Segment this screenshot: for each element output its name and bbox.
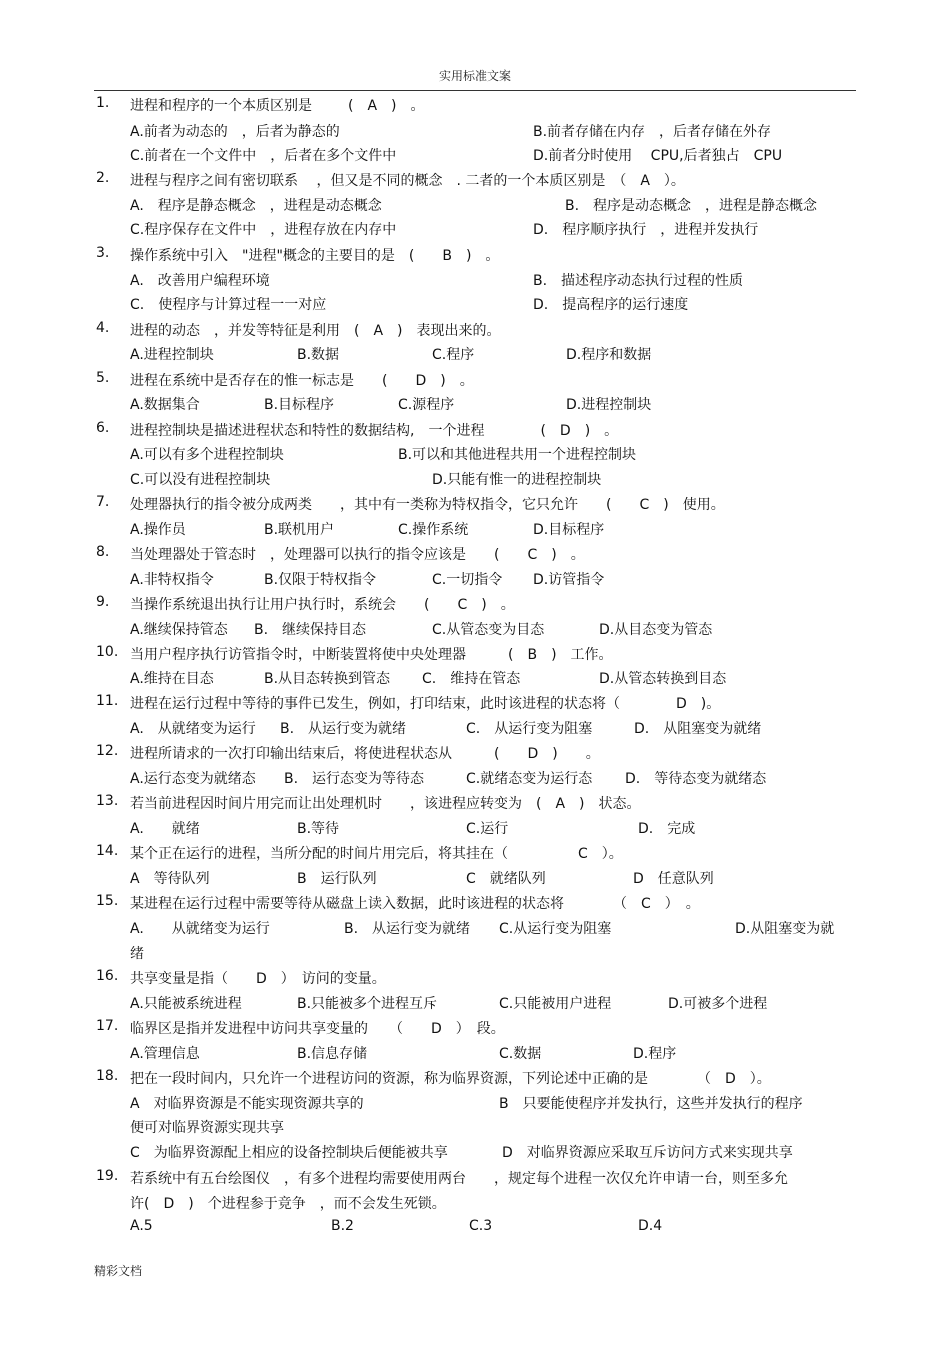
option-b: B.目标程序 xyxy=(264,397,335,413)
question-text: 进程与程序之间有密切联系 ，但又是不同的概念 . 二者的一个本质区别是 （ A ）。 xyxy=(130,173,685,189)
option-a: A.进程控制块 xyxy=(130,347,214,363)
question-17 xyxy=(0,1018,950,1042)
question-text: 若当前进程因时间片用完而让出处理机时 ，该进程应转变为 ( A ) 状态。 xyxy=(130,796,641,812)
option-b: B 运行队列 xyxy=(297,871,377,887)
option-a: A. 从就绪变为运行 xyxy=(130,921,270,937)
option-a: A. 程序是静态概念 ，进程是动态概念 xyxy=(130,198,382,214)
option-b: B.从目态转换到管态 xyxy=(264,671,391,687)
question-7 xyxy=(0,494,950,518)
question-3 xyxy=(0,245,950,269)
option-c: C 为临界资源配上相应的设备控制块后便能被共享 xyxy=(130,1145,448,1161)
option-a: A.非特权指令 xyxy=(130,572,214,588)
option-a: A.继续保持管态 xyxy=(130,622,228,638)
option-c: C.就绪态变为运行态 xyxy=(466,771,593,787)
option-d: D.从目态变为管态 xyxy=(599,622,713,638)
option-a: A.管理信息 xyxy=(130,1046,200,1062)
option-c: C.数据 xyxy=(499,1046,542,1062)
option-b: B.只能被多个进程互斥 xyxy=(297,996,438,1012)
question-text: 进程控制块是描述进程状态和特性的数据结构, 一个进程 ( D ) 。 xyxy=(130,423,619,439)
option-c: C.只能被用户进程 xyxy=(499,996,612,1012)
option-a: A. 改善用户编程环境 xyxy=(130,273,270,289)
question-text: 当操作系统退出执行让用户执行时，系统会 ( C ) 。 xyxy=(130,597,515,613)
question-10 xyxy=(0,644,950,668)
question-2 xyxy=(0,170,950,194)
option-b: B 只要能使程序并发执行，这些并发执行的程序 xyxy=(499,1096,803,1112)
question-text: 进程在系统中是否存在的惟一标志是 ( D ) 。 xyxy=(130,373,474,389)
option-c: C.程序 xyxy=(432,347,475,363)
option-c: C.运行 xyxy=(466,821,509,837)
option-c: C. 使程序与计算过程一一对应 xyxy=(130,297,327,313)
option-a: A. 就绪 xyxy=(130,821,200,837)
question-6 xyxy=(0,420,950,444)
question-18 xyxy=(0,1068,950,1092)
option-d: D.从阻塞变为就 xyxy=(735,921,835,937)
question-number: 16. xyxy=(96,968,119,984)
question-4 xyxy=(0,320,950,344)
option-d: D.程序和数据 xyxy=(566,347,652,363)
question-9 xyxy=(0,594,950,618)
question-text: 某个正在运行的进程，当所分配的时间片用完后，将其挂在（ C ）。 xyxy=(130,846,623,862)
question-number: 5. xyxy=(96,370,110,386)
option-b: B. 继续保持目态 xyxy=(254,622,367,638)
option-b: B. 从运行变为就绪 xyxy=(280,721,407,737)
option-d: D.程序 xyxy=(633,1046,677,1062)
question-number: 10. xyxy=(96,644,119,660)
question-14 xyxy=(0,843,950,867)
option-a: A.操作员 xyxy=(130,522,186,538)
option-c: C.操作系统 xyxy=(398,522,469,538)
option-a: A 等待队列 xyxy=(130,871,210,887)
question-number: 18. xyxy=(96,1068,119,1084)
option-b: B. 从运行变为就绪 xyxy=(344,921,471,937)
option-c: C.一切指令 xyxy=(432,572,503,588)
option-c: C.前者在一个文件中 ，后者在多个文件中 xyxy=(130,148,397,164)
question-text: 当处理器处于管态时 ，处理器可以执行的指令应该是 ( C ) 。 xyxy=(130,547,585,563)
option-a: A.可以有多个进程控制块 xyxy=(130,447,284,463)
option-b: B.可以和其他进程共用一个进程控制块 xyxy=(398,447,637,463)
question-number: 14. xyxy=(96,843,119,859)
option-a: A.5 xyxy=(130,1218,153,1234)
option-a: A 对临界资源是不能实现资源共享的 xyxy=(130,1096,364,1112)
option-d: D.目标程序 xyxy=(533,522,605,538)
question-number: 19. xyxy=(96,1168,119,1184)
question-number: 12. xyxy=(96,743,119,759)
option-a: A.前者为动态的 ，后者为静态的 xyxy=(130,124,340,140)
question-number: 2. xyxy=(96,170,110,186)
option-b: B.信息存储 xyxy=(297,1046,368,1062)
question-text: 进程在运行过程中等待的事件已发生，例如，打印结束，此时该进程的状态将（ D )。 xyxy=(130,696,721,712)
option-a: A.运行态变为就绪态 xyxy=(130,771,256,787)
option-b: B.等待 xyxy=(297,821,340,837)
page-header-title: 实用标准文案 xyxy=(438,69,511,83)
page-footer: 精彩文档 xyxy=(94,1264,143,1278)
option-c: C.从运行变为阻塞 xyxy=(499,921,612,937)
question-number: 11. xyxy=(96,693,119,709)
option-d: D. 等待态变为就绪态 xyxy=(625,771,767,787)
option-b: B. 程序是动态概念 ，进程是静态概念 xyxy=(565,198,818,214)
header-divider xyxy=(94,90,856,91)
option-c: C.3 xyxy=(469,1218,493,1234)
option-b: B.前者存储在内存 ，后者存储在外存 xyxy=(533,124,772,140)
question-8 xyxy=(0,544,950,568)
question-number: 1. xyxy=(96,95,110,111)
question-number: 4. xyxy=(96,320,110,336)
option-b: B.2 xyxy=(331,1218,354,1234)
option-b-continued: 便可对临界资源实现共享 xyxy=(130,1120,284,1136)
option-b: B.联机用户 xyxy=(264,522,335,538)
question-answer: ( A ) 。 xyxy=(348,98,425,114)
option-c: C 就绪队列 xyxy=(466,871,546,887)
question-number: 3. xyxy=(96,245,110,261)
question-text: 某进程在运行过程中需要等待从磁盘上读入数据，此时该进程的状态将 （ C ） 。 xyxy=(130,896,700,912)
question-1 xyxy=(0,95,950,119)
option-d: D. 程序顺序执行 ，进程并发执行 xyxy=(533,222,759,238)
question-text: 若系统中有五台绘图仪 ，有多个进程均需要使用两台 ，规定每个进程一次仅允许申请一台，则至多允 xyxy=(130,1171,788,1187)
question-19 xyxy=(0,1168,950,1192)
question-number: 8. xyxy=(96,544,110,560)
option-d: D. 从阻塞变为就绪 xyxy=(634,721,762,737)
option-c: C.源程序 xyxy=(398,397,455,413)
option-b: B.数据 xyxy=(297,347,340,363)
question-number: 9. xyxy=(96,594,110,610)
option-b: B.仅限于特权指令 xyxy=(264,572,377,588)
question-11 xyxy=(0,693,950,717)
option-d: D. 提高程序的运行速度 xyxy=(533,297,689,313)
option-d-continued: 绪 xyxy=(130,946,144,962)
question-number: 15. xyxy=(96,893,119,909)
option-a: A.维持在目态 xyxy=(130,671,214,687)
option-c: C. 维持在管态 xyxy=(422,671,521,687)
option-d: D. 完成 xyxy=(638,821,696,837)
question-text: 处理器执行的指令被分成两类 ，其中有一类称为特权指令，它只允许 ( C ) 使用。 xyxy=(130,497,725,513)
question-text: 进程的动态 ，并发等特征是利用 ( A ) 表现出来的。 xyxy=(130,323,501,339)
question-text: 共享变量是指（ D ） 访问的变量。 xyxy=(130,971,386,987)
option-c: C.程序保存在文件中 ，进程存放在内存中 xyxy=(130,222,397,238)
option-c: C.可以没有进程控制块 xyxy=(130,472,271,488)
option-d: D 任意队列 xyxy=(633,871,714,887)
question-13 xyxy=(0,793,950,817)
option-a: A.只能被系统进程 xyxy=(130,996,242,1012)
question-12 xyxy=(0,743,950,767)
question-text: 当用户程序执行访管指令时，中断装置将使中央处理器 ( B ) 工作。 xyxy=(130,647,613,663)
option-d: D.访管指令 xyxy=(533,572,605,588)
question-number: 7. xyxy=(96,494,110,510)
question-text: 进程所请求的一次打印输出结束后，将使进程状态从 ( D ) 。 xyxy=(130,746,600,762)
question-text: 操作系统中引入 "进程"概念的主要目的是 ( B ) 。 xyxy=(130,248,500,264)
question-5 xyxy=(0,370,950,394)
option-d: D.只能有惟一的进程控制块 xyxy=(432,472,602,488)
option-b: B. 描述程序动态执行过程的性质 xyxy=(533,273,744,289)
option-b: B. 运行态变为等待态 xyxy=(284,771,425,787)
option-a: A.数据集合 xyxy=(130,397,200,413)
question-15 xyxy=(0,893,950,917)
question-text: 临界区是指并发进程中访问共享变量的 （ D ） 段。 xyxy=(130,1021,505,1037)
option-d: D.前者分时使用 CPU,后者独占 CPU xyxy=(533,148,783,164)
option-d: D.从管态转换到目态 xyxy=(599,671,727,687)
question-text: 把在一段时间内，只允许一个进程访问的资源，称为临界资源，下列论述中正确的是 （ D ）。 xyxy=(130,1071,771,1087)
question-text-continued: 许( D ) 个进程参于竞争 ，而不会发生死锁。 xyxy=(130,1196,446,1212)
option-c: C.从管态变为目态 xyxy=(432,622,545,638)
option-d: D 对临界资源应采取互斥访问方式来实现共享 xyxy=(502,1145,793,1161)
question-number: 17. xyxy=(96,1018,119,1034)
option-d: D.可被多个进程 xyxy=(668,996,768,1012)
option-d: D.进程控制块 xyxy=(566,397,652,413)
option-c: C. 从运行变为阻塞 xyxy=(466,721,593,737)
question-16 xyxy=(0,968,950,992)
option-a: A. 从就绪变为运行 xyxy=(130,721,256,737)
question-text: 进程和程序的一个本质区别是 xyxy=(130,98,312,114)
question-number: 6. xyxy=(96,420,110,436)
option-d: D.4 xyxy=(638,1218,663,1234)
question-number: 13. xyxy=(96,793,119,809)
